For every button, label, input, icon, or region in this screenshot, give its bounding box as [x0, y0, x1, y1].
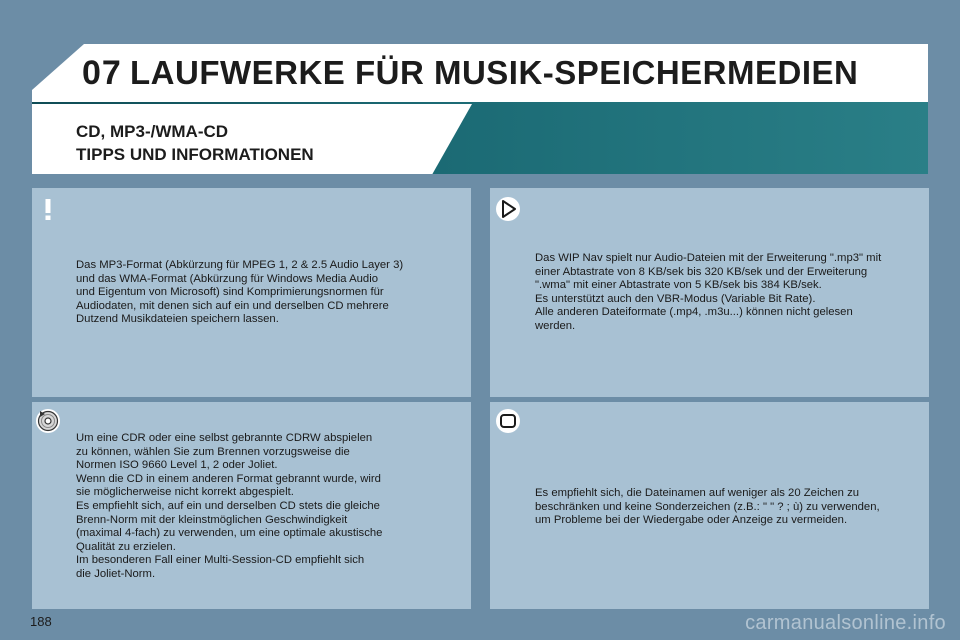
watermark: carmanualsonline.info	[745, 612, 946, 634]
warning-exclamation-icon	[35, 196, 61, 222]
section-subtitle: CD, MP3-/WMA-CD	[76, 122, 229, 141]
panel-text-cd-burning: Um eine CDR oder eine selbst gebrannte CDRW abspielen zu können, wählen Sie zum Brennen vorzugsweise die Normen ISO 9660 Level 1, 2 oder Joliet. Wenn die CD in einem anderen Format gebrannt wurde, wird sie möglicherweise nicht korrekt abgespielt. Es empfiehlt sich, auf ein und derselben CD stets die gleiche Brenn-Norm mit der kleinstmöglichen Geschwindigkeit (maximal 4-fach) zu verwenden, um eine optimale akustische Qualität zu erzielen. Im besonderen Fall einer Multi-Session-CD empfiehlt sich die Joliet-Norm.	[76, 432, 383, 580]
page-number: 188	[30, 614, 52, 629]
panel-text-supported-files: Das WIP Nav spielt nur Audio-Dateien mit der Erweiterung ".mp3" mit einer Abtastrate von 8 KB/sek bis 320 KB/sek und der Erweiterung ".wma" mit einer Abtastrate von 5 KB/sek bis 384 KB/sek. Es unterstützt auch den VBR-Modus (Variable Bit Rate). Alle anderen Dateiformate (.mp4, .m3u...) können nicht gelesen werden.	[535, 252, 882, 332]
rounded-square-icon	[495, 408, 521, 434]
page-title: LAUFWERKE FÜR MUSIK-SPEICHERMEDIEN	[130, 54, 859, 91]
panel-text-mp3-format: Das MP3-Format (Abkürzung für MPEG 1, 2 & 2.5 Audio Layer 3) und das WMA-Format (Abkürzung für Windows Media Audio und Eigentum von Microsoft) sind Komprimierungsnormen für Audiodaten, mit denen sich auf ein und derselben CD mehrere Dutzend Musikdateien speichern lassen.	[76, 259, 404, 326]
cd-disc-icon	[35, 408, 61, 434]
section-subtitle-secondary: TIPPS UND INFORMATIONEN	[76, 145, 314, 164]
panel-text-file-names: Es empfiehlt sich, die Dateinamen auf weniger als 20 Zeichen zu beschränken und keine Sonderzeichen (z.B.: " " ? ; ù) zu verwenden, um Probleme bei der Wiedergabe oder Anzeige zu vermeiden.	[535, 487, 880, 527]
play-triangle-icon	[495, 196, 521, 222]
chapter-number: 07	[82, 54, 122, 92]
